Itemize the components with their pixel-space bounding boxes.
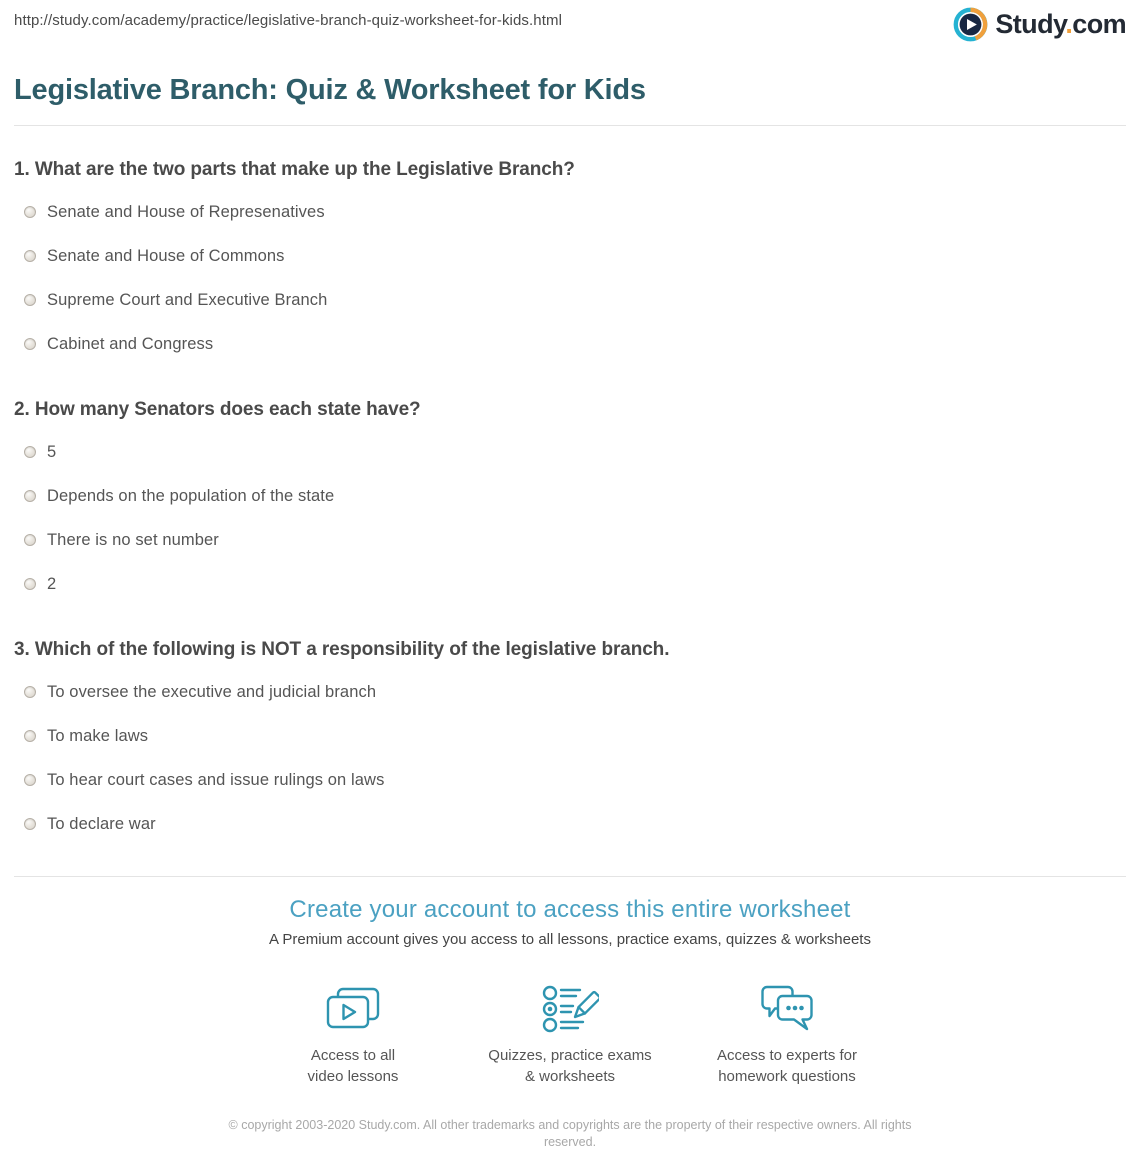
feature-quizzes-worksheets-label: Quizzes, practice exams & worksheets [488, 1047, 652, 1085]
cta-subheading: A Premium account gives you access to all lessons, practice exams, quizzes & worksheets [269, 931, 871, 948]
question-3-option-2[interactable]: To make laws [24, 714, 1126, 758]
question-2-option-3[interactable]: There is no set number [24, 518, 1126, 562]
radio-button[interactable] [24, 338, 36, 350]
studycom-logo-text: Study.com [995, 9, 1126, 39]
radio-button[interactable] [24, 250, 36, 262]
feature-quizzes-worksheets [462, 982, 679, 1087]
page-url: http://study.com/academy/practice/legislative-branch-quiz-worksheet-for-kids.html [14, 12, 563, 29]
radio-button[interactable] [24, 534, 36, 546]
feature-video-lessons-label: Access to all video lessons [307, 1047, 399, 1085]
copyright-notice: © copyright 2003-2020 Study.com. All other trademarks and copyrights are the property of their respective owners. All rights reserved. [228, 1118, 912, 1149]
quiz-body [14, 126, 1126, 846]
question-1-text: 1. What are the two parts that make up the Legislative Branch? [14, 159, 575, 180]
question-3 [14, 606, 1126, 846]
question-1-option-4[interactable]: Cabinet and Congress [24, 322, 1126, 366]
cta-heading: Create your account to access this entire worksheet [289, 896, 851, 923]
question-1-option-2[interactable]: Senate and House of Commons [24, 234, 1126, 278]
radio-button[interactable] [24, 578, 36, 590]
cta-divider [14, 876, 1126, 877]
radio-button[interactable] [24, 818, 36, 830]
question-3-option-4[interactable]: To declare war [24, 802, 1126, 846]
question-2-text: 2. How many Senators does each state have? [14, 399, 421, 420]
question-1 [14, 126, 1126, 366]
video-lessons-icon [325, 982, 381, 1036]
cta-section [14, 895, 1126, 1151]
studycom-logo[interactable] [953, 7, 1126, 42]
question-2-option-4[interactable]: 2 [24, 562, 1126, 606]
question-1-option-3[interactable]: Supreme Court and Executive Branch [24, 278, 1126, 322]
top-bar [14, 0, 1126, 50]
radio-button[interactable] [24, 490, 36, 502]
question-3-option-3[interactable]: To hear court cases and issue rulings on laws [24, 758, 1126, 802]
question-1-option-1[interactable]: Senate and House of Represenatives [24, 190, 1126, 234]
quiz-worksheet-icon [541, 982, 599, 1036]
feature-homework-experts-label: Access to experts for homework questions [716, 1047, 858, 1085]
question-3-text: 3. Which of the following is NOT a responsibility of the legislative branch. [14, 639, 670, 660]
radio-button[interactable] [24, 730, 36, 742]
radio-button[interactable] [24, 206, 36, 218]
question-2 [14, 366, 1126, 606]
radio-button[interactable] [24, 446, 36, 458]
feature-homework-experts [679, 982, 896, 1087]
studycom-play-icon [953, 7, 988, 42]
chat-experts-icon [758, 982, 816, 1036]
question-3-option-1[interactable]: To oversee the executive and judicial branch [24, 670, 1126, 714]
question-2-option-2[interactable]: Depends on the population of the state [24, 474, 1126, 518]
radio-button[interactable] [24, 686, 36, 698]
feature-video-lessons [245, 982, 462, 1087]
radio-button[interactable] [24, 774, 36, 786]
page-title: Legislative Branch: Quiz & Worksheet for Kids [14, 74, 646, 106]
radio-button[interactable] [24, 294, 36, 306]
question-2-option-1[interactable]: 5 [24, 430, 1126, 474]
feature-list [14, 982, 1126, 1087]
